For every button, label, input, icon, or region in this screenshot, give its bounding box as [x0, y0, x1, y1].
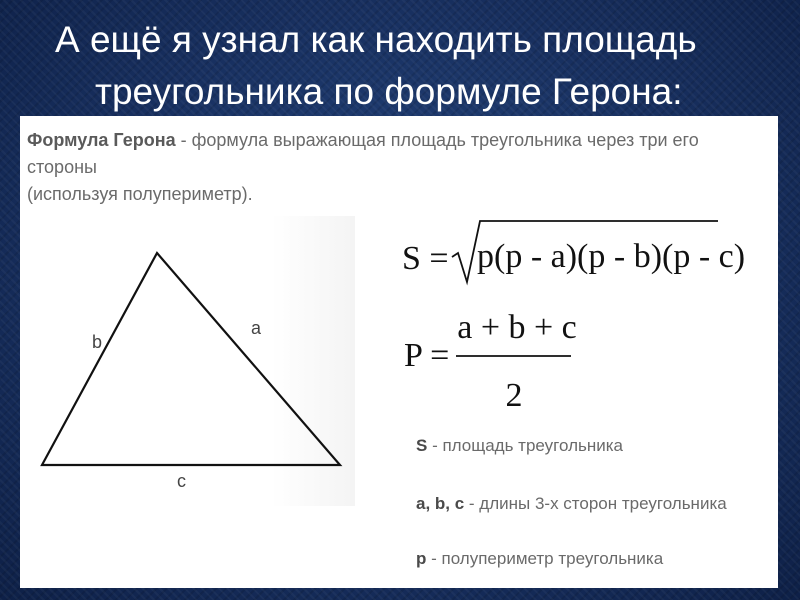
triangle-label-c: c	[177, 471, 186, 491]
heron-formula-image	[20, 116, 778, 588]
perimeter-denominator: 2	[505, 377, 523, 414]
perimeter-numerator: a + b + c	[457, 309, 577, 346]
perimeter-formula-lhs: P =	[404, 337, 450, 374]
definition-line-2: (используя полупериметр).	[27, 184, 253, 204]
legend-area-text: - площадь треугольника	[427, 436, 624, 455]
diagram-svg	[20, 116, 778, 588]
legend-area	[416, 436, 623, 456]
legend-semiperimeter-symbol: p	[416, 549, 427, 568]
legend-semiperimeter-text: - полупериметр треугольника	[426, 549, 664, 568]
triangle-shape	[42, 253, 340, 465]
legend-sides-text: - длины 3-х сторон треугольника	[464, 494, 727, 513]
triangle-label-a: a	[251, 318, 262, 338]
legend-sides	[416, 494, 727, 514]
slide-title-line-2: треугольника по формуле Герона:	[95, 71, 683, 112]
area-formula-lhs: S =	[402, 240, 449, 277]
legend-sides-symbol: a, b, c	[416, 494, 465, 513]
slide-title-line-1: А ещё я узнал как находить площадь	[55, 19, 697, 60]
triangle-label-b: b	[92, 332, 103, 352]
slide-title	[0, 14, 800, 118]
definition-body: - формула выражающая площадь треугольника через три его стороны	[27, 130, 699, 177]
legend-area-symbol: S	[416, 436, 428, 455]
legend-semiperimeter	[416, 549, 663, 569]
definition-term: Формула Герона	[27, 130, 176, 150]
area-formula-radicand: p(p - a)(p - b)(p - c)	[477, 238, 746, 275]
